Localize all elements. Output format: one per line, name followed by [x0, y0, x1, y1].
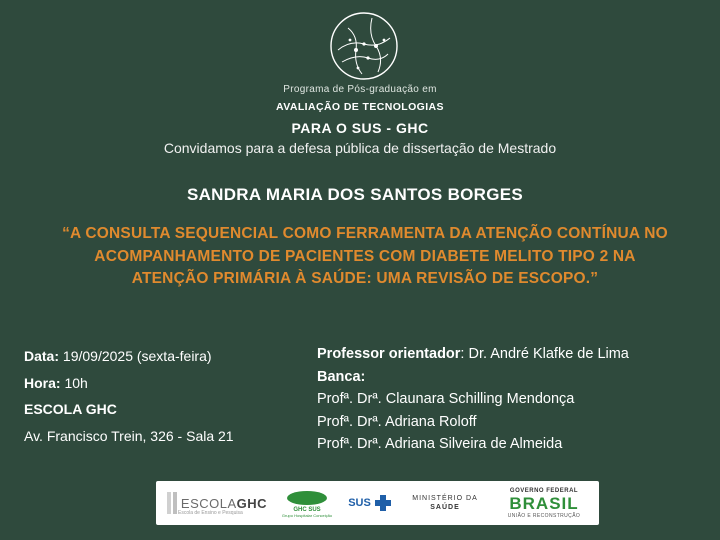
sus-text: SUS [348, 497, 371, 509]
time-value: 10h [60, 374, 88, 391]
candidate-name: SANDRA MARIA DOS SANTOS BORGES [186, 185, 524, 204]
advisor-value: : Dr. André Klafke de Lima [460, 346, 629, 362]
escola-subtitle: Escola de Ensino e Pesquisa [178, 510, 243, 516]
program-logo-icon [328, 10, 400, 82]
committee [317, 343, 629, 456]
escola-ghc-logo [160, 481, 272, 525]
board-member: Profª. Drª. Adriana Silveira de Almeida [317, 436, 563, 452]
address: Av. Francisco Trein, 326 - Sala 21 [24, 427, 234, 444]
time-label: Hora: [24, 374, 61, 391]
gov-text-1: GOVERNO FEDERAL [509, 487, 579, 494]
event-details [24, 343, 234, 449]
ghc-mark-icon [285, 489, 329, 507]
board-member: Profª. Drª. Adriana Roloff [317, 413, 477, 430]
date-row [24, 343, 234, 370]
sus-cross-icon [374, 494, 392, 512]
ghc-text: GHC SUS [293, 506, 321, 513]
ghc-subtitle: Grupo Hospitalar Conceição [281, 512, 333, 518]
date-value: 19/09/2025 (sexta-feira) [59, 348, 212, 364]
advisor-label: Professor orientador [317, 346, 461, 362]
board-member: Profª. Drª. Claunara Schilling Mendonça [317, 391, 575, 407]
ghc-sus-logo [274, 481, 340, 525]
sus-logo [342, 481, 398, 525]
ministry-text-1: MINISTÉRIO DA [412, 495, 478, 502]
date-label: Data: [24, 348, 60, 364]
board-label: Banca: [317, 368, 366, 385]
ministry-text-2: SAÚDE [430, 504, 460, 511]
ministry-health-logo [402, 481, 488, 525]
escola-text-a: ESCOLA [180, 495, 237, 511]
gov-text-3: UNIÃO E RECONSTRUÇÃO [507, 512, 581, 519]
place-name: ESCOLA GHC [24, 401, 117, 417]
brasil-wordmark: BRASIL [509, 493, 579, 513]
program-line-3: PARA O SUS - GHC [291, 120, 429, 136]
advisor-row [317, 343, 629, 366]
thesis-title: “A CONSULTA SEQUENCIAL COMO FERRAMENTA DA ATENÇÃO CONTÍNUA NO ACOMPANHAMENTO DE PACIENTES COM DIABETE MELITO TIPO 2 NA ATENÇÃO PRIMÁRIA À SAÚDE: UMA REVISÃO DE ESCOPO.” [62, 225, 668, 287]
time-row [24, 370, 234, 397]
partner-logos-bar [156, 481, 599, 525]
escola-text-b: GHC [236, 495, 268, 511]
program-line-1: Programa de Pós-graduação em [283, 84, 437, 95]
federal-government-logo [492, 481, 596, 525]
program-line-2: AVALIAÇÃO DE TECNOLOGIAS [276, 101, 444, 113]
invitation-text: Convidamos para a defesa pública de dissertação de Mestrado [163, 140, 557, 156]
